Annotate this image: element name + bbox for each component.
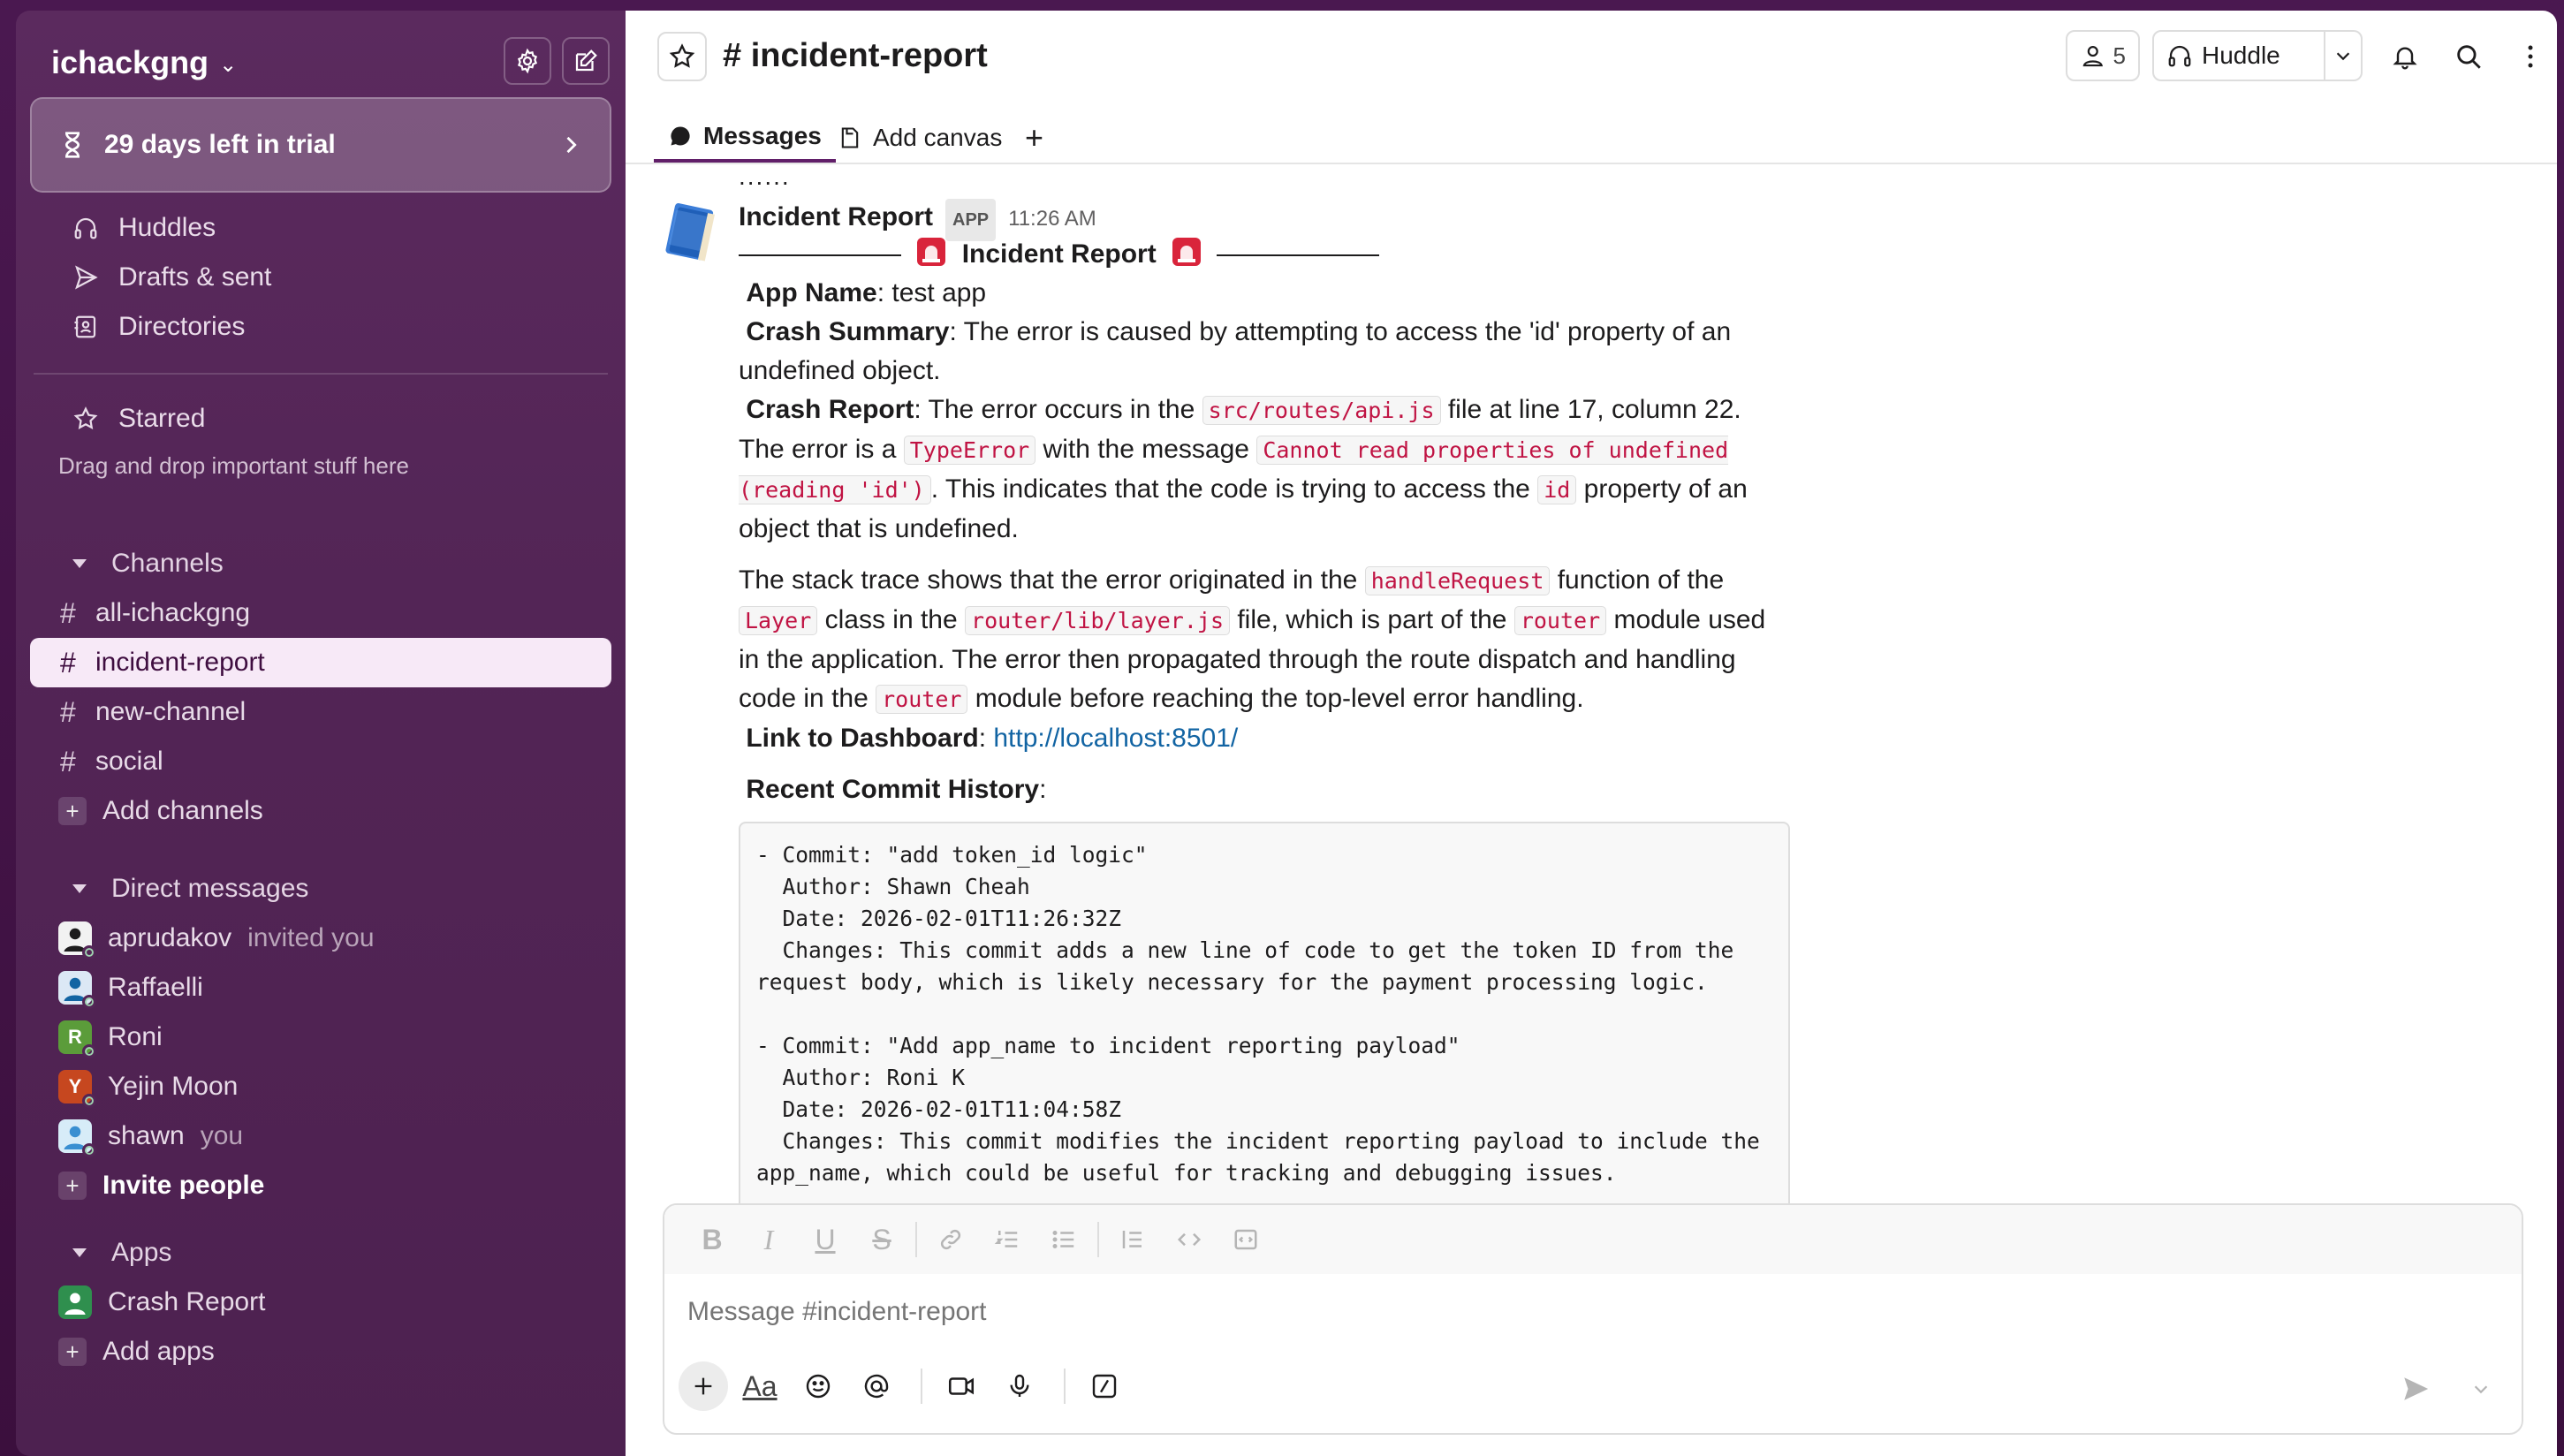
add-apps-label: Add apps xyxy=(102,1337,215,1366)
link-icon[interactable] xyxy=(922,1211,979,1268)
send-options-button[interactable] xyxy=(2463,1371,2499,1407)
members-button[interactable] xyxy=(2066,30,2140,81)
commit-history-heading xyxy=(739,770,1790,809)
dashboard-line xyxy=(739,719,1790,758)
channels-heading: Channels xyxy=(111,549,224,578)
dm-sub: you xyxy=(200,1121,244,1150)
message-header xyxy=(739,198,1790,233)
app-name: Crash Report xyxy=(108,1287,266,1316)
channel-title-name: incident-report xyxy=(750,37,988,74)
text-span: file, which is part of the xyxy=(1230,605,1514,634)
chevron-right-icon xyxy=(558,133,583,157)
caret-down-icon xyxy=(72,559,87,568)
inline-code: Layer xyxy=(739,606,817,635)
channel-label: all-ichackgng xyxy=(95,598,251,627)
code-block-icon[interactable] xyxy=(1218,1211,1274,1268)
app-name-label: App Name xyxy=(746,278,877,307)
channel-incident-report[interactable] xyxy=(30,638,611,687)
huddle-button[interactable] xyxy=(2152,30,2325,81)
add-channels-button[interactable] xyxy=(30,786,611,836)
video-clip-icon[interactable] xyxy=(935,1360,988,1413)
nav-starred-label: Starred xyxy=(118,404,206,433)
caret-down-icon xyxy=(72,1248,87,1257)
search-icon xyxy=(2454,42,2484,72)
attach-plus-icon[interactable] xyxy=(679,1361,728,1411)
channel-new-channel[interactable] xyxy=(30,687,611,737)
presence-icon xyxy=(82,1044,96,1058)
trial-label: 29 days left in trial xyxy=(104,130,336,159)
sidebar xyxy=(16,11,626,1456)
headphones-icon xyxy=(2166,42,2193,69)
siren-icon xyxy=(1171,236,1202,268)
dms-heading: Direct messages xyxy=(111,874,309,903)
message-timestamp[interactable]: 11:26 AM xyxy=(1008,207,1096,231)
italic-icon[interactable]: I xyxy=(763,1223,774,1255)
message-author[interactable]: Incident Report xyxy=(739,202,934,231)
send-icon xyxy=(2401,1374,2431,1404)
inline-code: router xyxy=(876,685,967,714)
avatar xyxy=(58,1020,92,1054)
hash-icon: # xyxy=(60,596,76,629)
trial-banner[interactable] xyxy=(30,97,611,193)
nav-directories[interactable] xyxy=(30,302,611,352)
channel-label: new-channel xyxy=(95,697,247,726)
caret-down-icon xyxy=(72,884,87,893)
inline-code: id xyxy=(1537,475,1576,504)
starred-hint: Drag and drop important stuff here xyxy=(58,452,409,479)
headphones-icon xyxy=(72,215,99,241)
message xyxy=(739,198,1790,1209)
dm-roni[interactable] xyxy=(30,1012,611,1062)
tab-messages[interactable] xyxy=(654,113,836,163)
inline-code: TypeError xyxy=(904,436,1035,465)
channels-section-toggle[interactable] xyxy=(30,539,611,588)
bulleted-list-icon[interactable] xyxy=(1035,1211,1092,1268)
channel-label: social xyxy=(95,747,163,776)
invite-people-button[interactable] xyxy=(30,1161,611,1210)
nav-drafts-sent[interactable] xyxy=(30,253,611,302)
chevron-down-icon: ⌄ xyxy=(219,52,238,77)
channel-header xyxy=(626,11,2557,102)
tab-add-canvas-label: Add canvas xyxy=(873,124,1003,151)
person-icon xyxy=(2080,42,2106,69)
truncated-text: ...... xyxy=(739,166,791,190)
text-span: The stack trace shows that the error originated in the xyxy=(739,565,1365,595)
crash-report-label: Crash Report xyxy=(746,395,914,424)
star-channel-button[interactable] xyxy=(657,32,707,81)
notifications-button[interactable] xyxy=(2382,34,2428,80)
avatar xyxy=(58,971,92,1005)
dm-aprudakov[interactable] xyxy=(30,914,611,963)
channel-title-hash: # xyxy=(723,37,742,74)
app-name-value: : test app xyxy=(876,278,987,307)
star-icon xyxy=(668,42,696,71)
plus-icon: + xyxy=(1025,119,1044,155)
text-span: class in the xyxy=(817,605,966,634)
numbered-list-icon[interactable] xyxy=(979,1211,1035,1268)
avatar xyxy=(58,921,92,955)
add-channels-label: Add channels xyxy=(102,796,263,825)
app-avatar[interactable] xyxy=(661,201,724,265)
formatting-toolbar xyxy=(664,1205,2522,1274)
presence-icon xyxy=(82,1094,96,1108)
composer-actions xyxy=(679,1357,1136,1415)
apps-section-toggle[interactable] xyxy=(30,1228,611,1278)
dm-sub: invited you xyxy=(247,923,375,952)
avatar xyxy=(58,1119,92,1153)
slash-command-icon[interactable] xyxy=(1078,1360,1131,1413)
avatar xyxy=(58,1070,92,1103)
app-name-line xyxy=(739,274,1790,313)
presence-icon xyxy=(82,945,96,959)
dms-section-toggle[interactable] xyxy=(30,864,611,914)
toolbar-divider xyxy=(921,1369,922,1404)
message-input[interactable] xyxy=(687,1297,2366,1327)
message-bubble-icon xyxy=(668,124,693,148)
tab-messages-label: Messages xyxy=(703,122,822,149)
plus-icon: + xyxy=(58,1338,87,1366)
channel-tabs xyxy=(626,102,2557,164)
avatar-initial: Y xyxy=(68,1075,82,1097)
text-format-icon[interactable]: Aa xyxy=(742,1369,778,1402)
send-icon xyxy=(72,264,99,291)
dm-shawn[interactable] xyxy=(30,1111,611,1161)
chevron-down-icon xyxy=(2333,46,2353,65)
crash-report-paragraph xyxy=(739,391,1790,549)
send-button[interactable] xyxy=(2394,1368,2437,1410)
hash-icon: # xyxy=(60,745,76,777)
dm-yejin-moon[interactable] xyxy=(30,1062,611,1111)
code-icon[interactable] xyxy=(1161,1211,1218,1268)
workspace-switcher[interactable] xyxy=(51,44,237,81)
plus-icon: + xyxy=(58,1172,87,1200)
presence-icon xyxy=(82,995,96,1009)
bold-icon[interactable]: B xyxy=(702,1223,723,1255)
microphone-icon[interactable] xyxy=(993,1360,1046,1413)
member-count: 5 xyxy=(2113,42,2126,69)
commit-history-label: Recent Commit History xyxy=(746,775,1040,804)
toolbar-divider xyxy=(1064,1369,1066,1404)
underline-icon[interactable]: U xyxy=(815,1223,836,1255)
strikethrough-icon[interactable]: S xyxy=(872,1223,891,1255)
nav-huddles-label: Huddles xyxy=(118,213,216,242)
channel-all-ichackgng[interactable] xyxy=(30,588,611,638)
main-pane xyxy=(626,11,2557,1456)
text-span: : The error occurs in the xyxy=(914,395,1202,424)
toolbar-divider xyxy=(1097,1222,1099,1257)
commit-history-codeblock: - Commit: "add token_id logic" Author: Shawn Cheah Date: 2026-02-01T11:26:32Z Changes: This commit adds a new line of code to get the token ID from the request body, which is likely necessary for the payment processing logic. - Commit: "Add app_name to incident reporting payload" Author: Roni K Date: 2026-02-01T11:04:58Z Changes: This commit modifies the incident reporting payload to include the app_name, which could be useful for tracking and debugging issues. xyxy=(739,822,1790,1209)
dm-name: Yejin Moon xyxy=(108,1072,239,1101)
chevron-down-icon xyxy=(2471,1379,2491,1399)
avatar-initial: R xyxy=(68,1026,82,1048)
crash-summary-label: Crash Summary xyxy=(746,317,950,346)
dm-name: shawn xyxy=(108,1121,185,1150)
blockquote-icon[interactable] xyxy=(1104,1211,1161,1268)
message-composer xyxy=(663,1203,2523,1435)
crash-summary-value: : The error is caused by attempting to access the 'id' property of an undefined object. xyxy=(739,317,1732,385)
hash-icon: # xyxy=(60,695,76,728)
dashboard-label: Link to Dashboard xyxy=(746,724,979,753)
app-badge: APP xyxy=(945,199,996,241)
hourglass-icon xyxy=(58,131,87,159)
workspace-name: ichackgng xyxy=(51,44,209,80)
toolbar-divider xyxy=(915,1222,917,1257)
dm-raffaelli[interactable] xyxy=(30,963,611,1012)
more-vertical-icon xyxy=(2517,43,2544,70)
siren-icon xyxy=(915,236,947,268)
huddle-label: Huddle xyxy=(2202,42,2280,69)
compose-icon[interactable] xyxy=(562,37,610,85)
commit-history-sep: : xyxy=(1039,775,1047,804)
channel-label: incident-report xyxy=(95,648,265,677)
dm-name: Raffaelli xyxy=(108,973,203,1002)
directory-icon xyxy=(72,314,99,340)
nav-directories-label: Directories xyxy=(118,312,246,341)
invite-people-label: Invite people xyxy=(102,1171,265,1200)
canvas-icon xyxy=(838,125,862,150)
sidebar-divider xyxy=(34,373,608,375)
text-span: property of an object that is undefined. xyxy=(739,474,1748,543)
more-options-button[interactable] xyxy=(2507,34,2553,80)
divider-line xyxy=(1217,254,1379,256)
hash-icon: # xyxy=(60,646,76,679)
nav-drafts-label: Drafts & sent xyxy=(118,262,272,292)
avatar xyxy=(58,1285,92,1319)
nav-starred[interactable] xyxy=(30,394,611,444)
crash-summary-line xyxy=(739,313,1790,391)
text-span: . This indicates that the code is trying to access the xyxy=(930,474,1538,504)
text-span: module before reaching the top-level error handling. xyxy=(967,684,1584,713)
inline-code: router xyxy=(1514,606,1606,635)
huddle-options-button[interactable] xyxy=(2324,30,2363,81)
app-crash-report[interactable] xyxy=(30,1278,611,1327)
report-title-line xyxy=(739,235,1790,274)
inline-code: src/routes/api.js xyxy=(1202,396,1441,425)
inline-code: Cannot read properties of undefined (reading 'id') xyxy=(739,437,1729,503)
inline-code: handleRequest xyxy=(1365,566,1551,595)
dashboard-link[interactable]: http://localhost:8501/ xyxy=(993,724,1239,753)
stack-trace-paragraph xyxy=(739,561,1790,719)
divider-line xyxy=(739,254,901,256)
plus-icon: + xyxy=(58,797,87,825)
text-span: module used in the application. The error then propagated through the route dispatch and handling code in the xyxy=(739,605,1766,713)
bell-icon xyxy=(2391,42,2419,71)
channel-title[interactable] xyxy=(723,37,988,75)
channel-social[interactable] xyxy=(30,737,611,786)
text-span: with the message xyxy=(1035,435,1257,464)
settings-gear-icon[interactable] xyxy=(504,37,551,85)
search-button[interactable] xyxy=(2446,34,2492,80)
star-icon xyxy=(72,406,99,432)
dashboard-sep: : xyxy=(978,724,994,753)
dm-name: aprudakov xyxy=(108,923,232,952)
apps-heading: Apps xyxy=(111,1238,172,1267)
dm-name: Roni xyxy=(108,1022,163,1051)
inline-code: router/lib/layer.js xyxy=(965,606,1230,635)
mention-icon[interactable] xyxy=(850,1360,903,1413)
book-icon xyxy=(661,201,724,265)
report-title: Incident Report xyxy=(961,239,1157,269)
add-apps-button[interactable] xyxy=(30,1327,611,1376)
tab-add-canvas[interactable] xyxy=(838,113,1002,163)
text-span: file at line 17, column 22. The error is a xyxy=(739,395,1741,464)
add-tab-button[interactable] xyxy=(1025,113,1043,163)
text-span: function of the xyxy=(1550,565,1725,595)
nav-huddles[interactable] xyxy=(30,203,611,253)
message-list xyxy=(626,166,2557,1209)
emoji-icon[interactable] xyxy=(792,1360,845,1413)
presence-icon xyxy=(82,1143,96,1157)
